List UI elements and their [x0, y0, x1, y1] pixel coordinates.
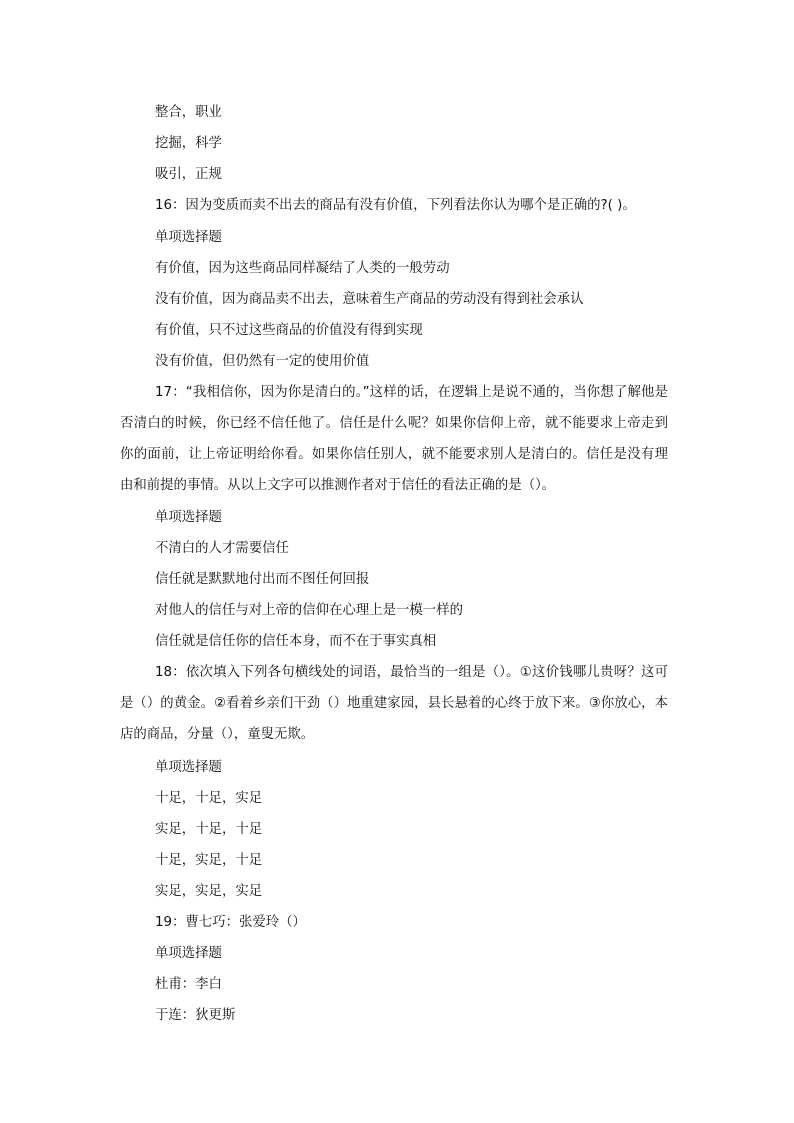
question-19-option: 于连：狄更斯 — [155, 1008, 236, 1023]
question-18-option: 实足，十足，十足 — [155, 822, 263, 837]
question-18-type: 单项选择题 — [155, 760, 222, 775]
question-16-stem: 16：因为变质而卖不出去的商品有没有价值，下列看法你认为哪个是正确的?( )。 — [155, 198, 636, 213]
question-17-type: 单项选择题 — [155, 510, 222, 525]
question-16-option: 没有价值，因为商品卖不出去，意味着生产商品的劳动没有得到社会承认 — [155, 292, 584, 307]
question-19-option: 杜甫：李白 — [155, 977, 222, 992]
question-16-option: 没有价值，但仍然有一定的使用价值 — [155, 354, 370, 369]
option-text: 挖掘，科学 — [155, 136, 222, 151]
question-18-option: 实足，实足，实足 — [155, 884, 263, 899]
option-text: 吸引，正规 — [155, 167, 222, 182]
question-18-option: 十足，十足，实足 — [155, 791, 263, 806]
question-16-option: 有价值，因为这些商品同样凝结了人类的一般劳动 — [155, 261, 450, 276]
question-19-stem: 19：曹七巧：张爱玲（） — [155, 915, 306, 930]
question-17-option: 信任就是信任你的信任本身，而不在于事实真相 — [155, 634, 437, 649]
question-19-type: 单项选择题 — [155, 946, 222, 961]
question-17-stem: 17：“我相信你，因为你是清白的。”这样的话，在逻辑上是说不通的，当你想了解他是否清白的时候，你已经不信任他了。信任是什么呢？如果你信仰上帝，就不能要求上帝走到你的面前，让上帝证明给你看。如果你信任别人，就不能要求别人是清白的。信任是没有理由和前提的事情。从以上文字可以推测作者对于信任的看法正确的是（）。 — [120, 385, 668, 493]
question-17-option: 对他人的信任与对上帝的信仰在心理上是一模一样的 — [155, 603, 463, 618]
question-16-type: 单项选择题 — [155, 230, 222, 245]
question-18-option: 十足，实足，十足 — [155, 853, 263, 868]
question-17-option: 不清白的人才需要信任 — [155, 541, 289, 556]
question-18-stem: 18：依次填入下列各句横线处的词语，最恰当的一组是（）。①这价钱哪儿贵呀？这可是（）的黄金。②看着乡亲们干劲（）地重建家园，县长悬着的心终于放下来。③你放心，本店的商品，分量（），童叟无欺。 — [120, 665, 668, 742]
question-16-option: 有价值，只不过这些商品的价值没有得到实现 — [155, 323, 423, 338]
question-17-option: 信任就是默默地付出而不图任何回报 — [155, 572, 370, 587]
option-text: 整合，职业 — [155, 105, 222, 120]
